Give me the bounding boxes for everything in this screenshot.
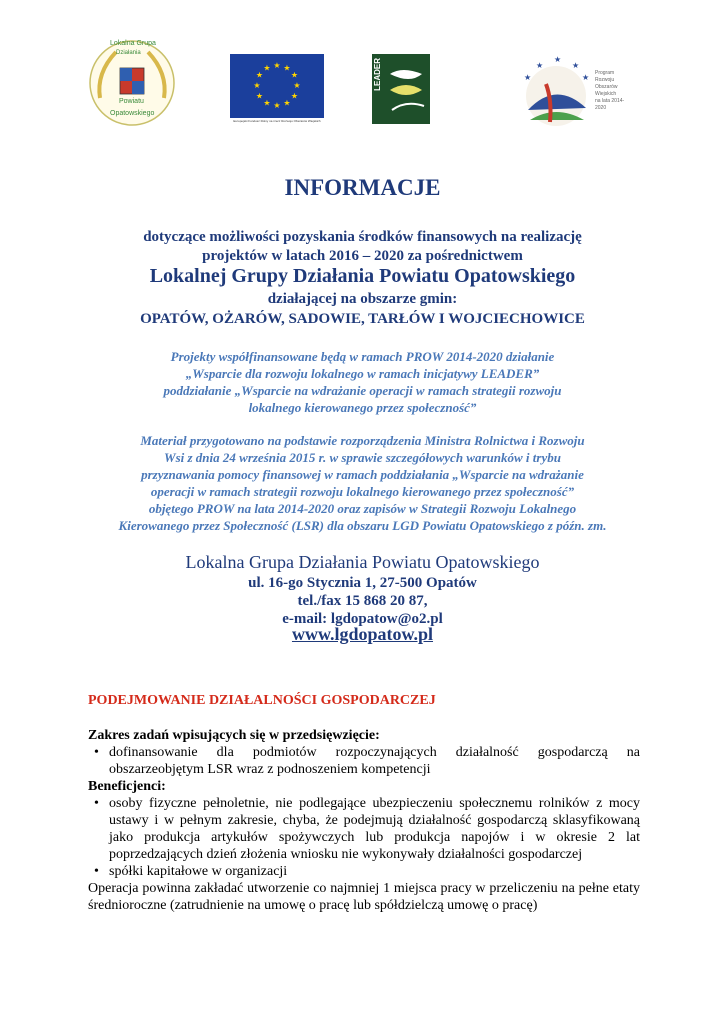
contact-details	[60, 574, 665, 628]
svg-text:★: ★	[283, 98, 291, 108]
prow-line: Obszarów	[595, 84, 618, 90]
lgd-logo-mid-text: Działania	[116, 50, 141, 56]
list-item: • spółki kapitałowe w organizacji	[88, 863, 640, 880]
gminy-list: OPATÓW, OŻARÓW, SADOWIE, TARŁÓW I WOJCIECHOWICE	[140, 311, 585, 327]
svg-text:★: ★	[273, 61, 281, 70]
contact-phone: tel./fax 15 868 20 87,	[297, 593, 428, 609]
prow-line: Rozwoju	[595, 77, 615, 83]
lgd-logo-top-text: Lokalna Grupa	[110, 40, 156, 47]
prow-logo-text	[595, 70, 635, 112]
beneficjenci-list	[88, 795, 640, 880]
website-link[interactable]: www.lgdopatow.pl	[291, 624, 434, 644]
lgd-logo-base-text: Opatowskiego	[110, 110, 155, 117]
svg-text:★: ★	[273, 101, 281, 110]
zakres-list	[88, 744, 640, 778]
eu-logo	[230, 54, 324, 128]
list-item: • dofinansowanie dla podmiotów rozpoczynających działalność gospodarczą na obszarzeobjętym LSR wraz z podnoszeniem kompetencji	[88, 744, 640, 778]
projects-note	[60, 348, 665, 416]
material-note-line: Wsi z dnia 24 września 2015 r. w sprawie szczegółowych warunków i trybu	[164, 450, 561, 465]
material-note-line: Materiał przygotowano na podstawie rozporządzenia Ministra Rolnictwa i Rozwoju	[140, 433, 585, 448]
leader-logo-text: LEADER	[373, 58, 382, 91]
prow-logo	[516, 50, 636, 140]
subtitle-line: projektów w latach 2016 – 2020 za pośrednictwem	[202, 248, 523, 264]
eu-logo-caption: Europejski Fundusz Rolny na rzecz Rozwoju Obszarów Wiejskich	[233, 119, 321, 123]
svg-text:★: ★	[293, 81, 301, 90]
material-note-line: operacji w ramach strategii rozwoju lokalnego kierowanego przez społeczność”	[150, 484, 575, 499]
svg-text:★: ★	[255, 70, 264, 80]
svg-text:★: ★	[263, 98, 271, 108]
contact-address: ul. 16-go Stycznia 1, 27-500 Opatów	[248, 575, 477, 591]
zakres-label: Zakres zadań wpisujących się w przedsięwzięcie:	[88, 728, 380, 743]
prow-line: Program	[595, 70, 615, 76]
svg-text:★: ★	[290, 70, 299, 80]
logo-strip	[0, 38, 725, 148]
svg-text:★: ★	[290, 91, 299, 101]
prow-line: Wiejskich	[595, 91, 617, 97]
material-note-line: przyznawania pomocy finansowej w ramach poddziałania „Wsparcie na wdrażanie	[141, 467, 584, 482]
svg-text:★: ★	[255, 91, 264, 101]
area-line: działającej na obszarze gmin:	[267, 291, 458, 307]
section-heading: PODEJMOWANIE DZIAŁALNOŚCI GOSPODARCZEJ	[88, 693, 436, 708]
subtitle-line: dotyczące możliwości pozyskania środków finansowych na realizację	[143, 229, 582, 245]
svg-text:★: ★	[283, 63, 291, 73]
svg-text:★: ★	[572, 61, 580, 70]
contact-email[interactable]: e-mail: lgdopatow@o2.pl	[282, 611, 443, 627]
operacja-paragraph: Operacja powinna zakładać utworzenie co najmniej 1 miejsca pracy w przeliczeniu na pełne etaty średnioroczne (zatrudnienie na umowę o pracę lub spółdzielczą umowę o pracę)	[88, 881, 640, 913]
lgd-logo	[86, 38, 178, 128]
material-note-line: Kierowanego przez Społeczność (LSR) dla obszaru LGD Powiatu Opatowskiego z późn. zm.	[118, 518, 607, 533]
leader-logo	[372, 54, 430, 124]
projects-note-line: Projekty współfinansowane będą w ramach PROW 2014-2020 działanie	[170, 349, 555, 364]
svg-text:★: ★	[263, 63, 271, 73]
projects-note-line: lokalnego kierowanego przez społeczność”	[248, 400, 477, 415]
lgd-logo-bottom-text: Powiatu	[119, 98, 144, 105]
beneficjenci-label: Beneficjenci:	[88, 779, 166, 794]
svg-text:★: ★	[554, 55, 562, 64]
contact-name: Lokalna Grupa Działania Powiatu Opatowskiego	[185, 552, 540, 572]
page-title: INFORMACJE	[284, 175, 441, 200]
material-note-line: objętego PROW na lata 2014-2020 oraz zapisów w Strategii Rozwoju Lokalnego	[148, 501, 577, 516]
svg-text:★: ★	[582, 73, 590, 82]
list-item: • osoby fizyczne pełnoletnie, nie podlegające ubezpieczeniu społecznemu rolników z mocy ustawy i w pełnym zakresie, chyba, że podejmują działalność gospodarczą sklasyfikowaną jako produkcja artykułów spożywczych lub produkcja napojów i w okresie 2 lat poprzedzających dzień złożenia wniosku nie wykonywały działalności gospodarczej	[88, 795, 640, 863]
material-note	[50, 432, 675, 534]
lgd-name-heading: Lokalnej Grupy Działania Powiatu Opatowskiego	[149, 265, 576, 287]
prow-line: na lata 2014-2020	[595, 98, 625, 111]
svg-text:★: ★	[524, 73, 532, 82]
projects-note-line: „Wsparcie dla rozwoju lokalnego w ramach inicjatywy LEADER”	[185, 366, 540, 381]
section-body	[88, 727, 640, 914]
subtitle	[60, 228, 665, 266]
svg-text:★: ★	[253, 81, 261, 90]
projects-note-line: poddziałanie „Wsparcie na wdrażanie operacji w ramach strategii rozwoju	[163, 383, 562, 398]
svg-text:★: ★	[536, 61, 544, 70]
